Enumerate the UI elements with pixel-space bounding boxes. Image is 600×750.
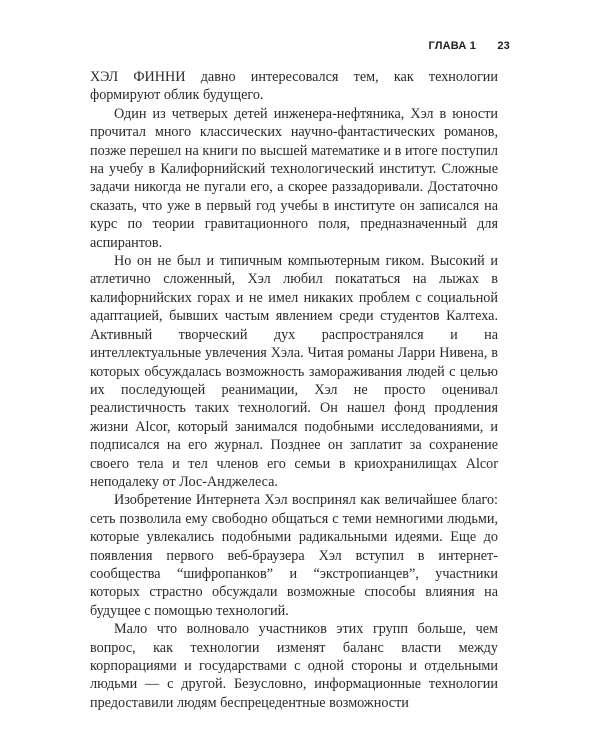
paragraph-1: [90, 68, 498, 105]
body-text: [90, 68, 498, 712]
running-header: [429, 40, 510, 52]
page-number: 23: [497, 40, 510, 52]
paragraph-3: Но он не был и типичным компьютерным гиком. Высокий и атлетично сложенный, Хэл любил покататься на лыжах в калифорнийских горах и не имел никаких проблем с социальной адаптацией, бывших частым явлением среди студентов Калтеха. Активный творческий дух распространялся и на интеллектуальные увлечения Хэла. Читая романы Ларри Нивена, в которых обсуждалась возможность замораживания людей с целью их последующей реанимации, Хэл не просто оценивал реалистичность таких технологий. Он нашел фонд продления жизни Alcor, который занимался подобными исследованиями, и подписался на его журнал. Позднее он заплатит за сохранение своего тела и тел членов его семьи в криохранилищах Alcor неподалеку от Лос-Анджелеса.: [90, 253, 498, 490]
paragraph-text: давно интересовался тем, как технологии формируют облик будущего.: [90, 69, 498, 104]
paragraph-5: Мало что волновало участников этих групп больше, чем вопрос, как технологии изменят баланс власти между корпорациями и государствами с одной стороны и отдельными людьми — с другой. Безусловно, информационные технологии предоставили людям беспрецедентные возможности: [90, 621, 498, 711]
paragraph-4: Изобретение Интернета Хэл воспринял как величайшее благо: сеть позволила ему свободно общаться с теми немногими людьми, которые увлекались подобными радикальными идеями. Еще до появления первого веб-браузера Хэл вступил в интернет-сообщества “шифропанков” и “экстропианцев”, участники которых страстно обсуждали возможные способы влияния на будущее с помощью технологий.: [90, 492, 498, 619]
chapter-title: ГЛАВА 1: [428, 40, 477, 52]
paragraph-2: Один из четверых детей инженера-нефтяника, Хэл в юности прочитал много классических научно-фантастических романов, позже перешел на книги по высшей математике и в итоге поступил на учебу в Калифорнийский технологический институт. Сложные задачи никогда не пугали его, а скорее раззадоривали. Достаточно сказать, что уже в первый год учебы в институте он записался на курс по теории гравитационного поля, предназначенный для аспирантов.: [90, 105, 498, 251]
paragraph-lead-name: ХЭЛ ФИННИ: [90, 69, 186, 85]
